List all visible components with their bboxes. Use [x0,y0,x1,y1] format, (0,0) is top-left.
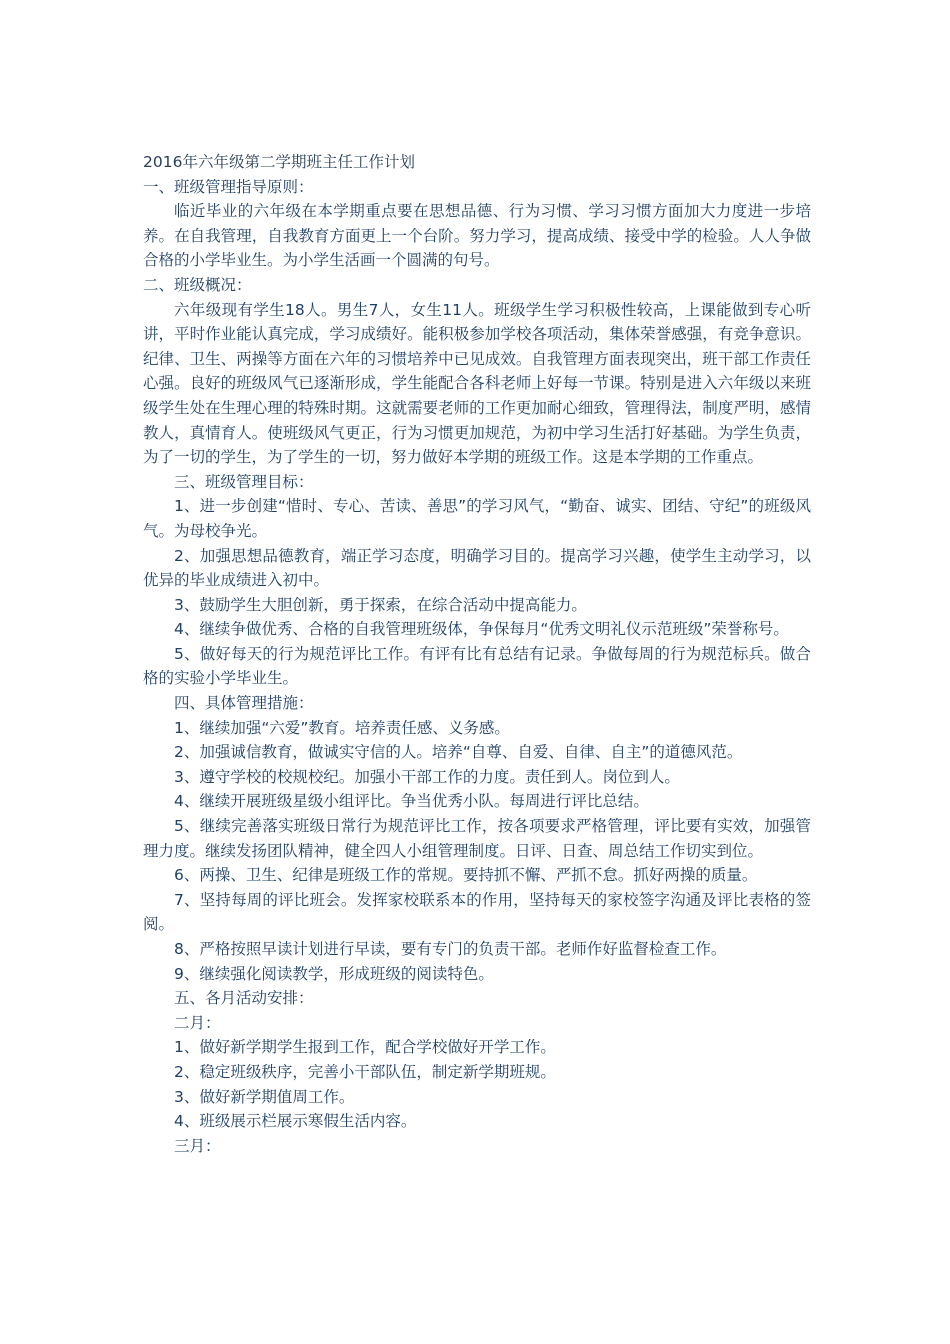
section-2-heading: 二、班级概况： [143,275,252,294]
goal-item: 1、进一步创建“惜时、专心、苦读、善思”的学习风气，“勤奋、诚实、团结、守纪”的班级风气。为母校争光。 [143,497,811,540]
section-2-text: 六年级现有学生18人。男生7人，女生11人。班级学生学习积极性较高，上课能做到专心听讲，平时作业能认真完成，学习成绩好。能积极参加学校各项活动，集体荣誉感强，有竞争意识。纪律、卫生、两操等方面在六年的习惯培养中已见成效。自我管理方面表现突出，班干部工作责任心强。良好的班级风气已逐渐形成，学生能配合各科老师上好每一节课。特别是进入六年级以来班级学生处在生理心理的特殊时期。这就需要老师的工作更加耐心细致，管理得法，制度严明，感情教人，真情育人。使班级风气更正，行为习惯更加规范，为初中学习生活打好基础。为学生负责，为了一切的学生，为了学生的一切，努力做好本学期的班级工作。这是本学期的工作重点。 [143,300,811,467]
document-title: 2016年六年级第二学期班主任工作计划 [143,153,415,171]
goal-item: 3、鼓励学生大胆创新，勇于探索，在综合活动中提高能力。 [174,595,587,614]
february-item: 3、做好新学期值周工作。 [174,1087,355,1106]
measure-item: 8、严格按照早读计划进行早读，要有专门的负责干部。老师作好监督检查工作。 [174,940,727,958]
measure-item: 3、遵守学校的校规校纪。加强小干部工作的力度。责任到人。岗位到人。 [174,767,680,786]
measure-item: 5、继续完善落实班级日常行为规范评比工作，按各项要求严格管理，评比要有实效，加强管理力度。继续发扬团队精神，健全四人小组管理制度。日评、日查、周总结工作切实到位。 [143,817,811,860]
measure-item: 7、坚持每周的评比班会。发挥家校联系本的作用，坚持每天的家校签字沟通及评比表格的签阅。 [143,890,811,934]
measure-item: 1、继续加强“六爱”教育。培养责任感、义务感。 [174,718,510,737]
measure-item: 4、继续开展班级星级小组评比。争当优秀小队。每周进行评比总结。 [174,792,649,811]
section-1-text: 临近毕业的六年级在本学期重点要在思想品德、行为习惯、学习习惯方面加大力度进一步培养。在自我管理，自我教育方面更上一个台阶。努力学习，提高成绩、接受中学的检验。人人争做合格的小学毕业生。为小学生活画一个圆满的句号。 [143,202,811,270]
section-4-heading: 四、具体管理措施： [174,694,314,713]
february-item: 2、稳定班级秩序，完善小干部队伍，制定新学期班规。 [174,1062,556,1081]
goal-item: 5、做好每天的行为规范评比工作。有评有比有总结有记录。争做每周的行为规范标兵。做合格的实验小学毕业生。 [143,644,811,688]
february-item: 1、做好新学期学生报到工作，配合学校做好开学工作。 [174,1038,556,1057]
section-3-heading: 三、班级管理目标： [174,472,314,491]
goal-item: 2、加强思想品德教育，端正学习态度，明确学习目的。提高学习兴趣，使学生主动学习，以优异的毕业成绩进入初中。 [143,546,811,590]
document-body [143,150,811,1158]
section-5-heading: 五、各月活动安排： [174,989,314,1008]
measure-item: 2、加强诚信教育，做诚实守信的人。培养“自尊、自爱、自律、自主”的道德风范。 [174,743,743,762]
march-heading: 三月： [174,1136,221,1155]
measure-item: 9、继续强化阅读教学，形成班级的阅读特色。 [174,964,494,983]
february-item: 4、班级展示栏展示寒假生活内容。 [174,1112,417,1131]
february-heading: 二月： [174,1013,221,1032]
measure-item: 6、两操、卫生、纪律是班级工作的常规。要持抓不懈、严抓不怠。抓好两操的质量。 [174,866,758,885]
goal-item: 4、继续争做优秀、合格的自我管理班级体，争保每月“优秀文明礼仪示范班级”荣誉称号。 [174,620,789,639]
section-1-heading: 一、班级管理指导原则： [143,177,314,196]
